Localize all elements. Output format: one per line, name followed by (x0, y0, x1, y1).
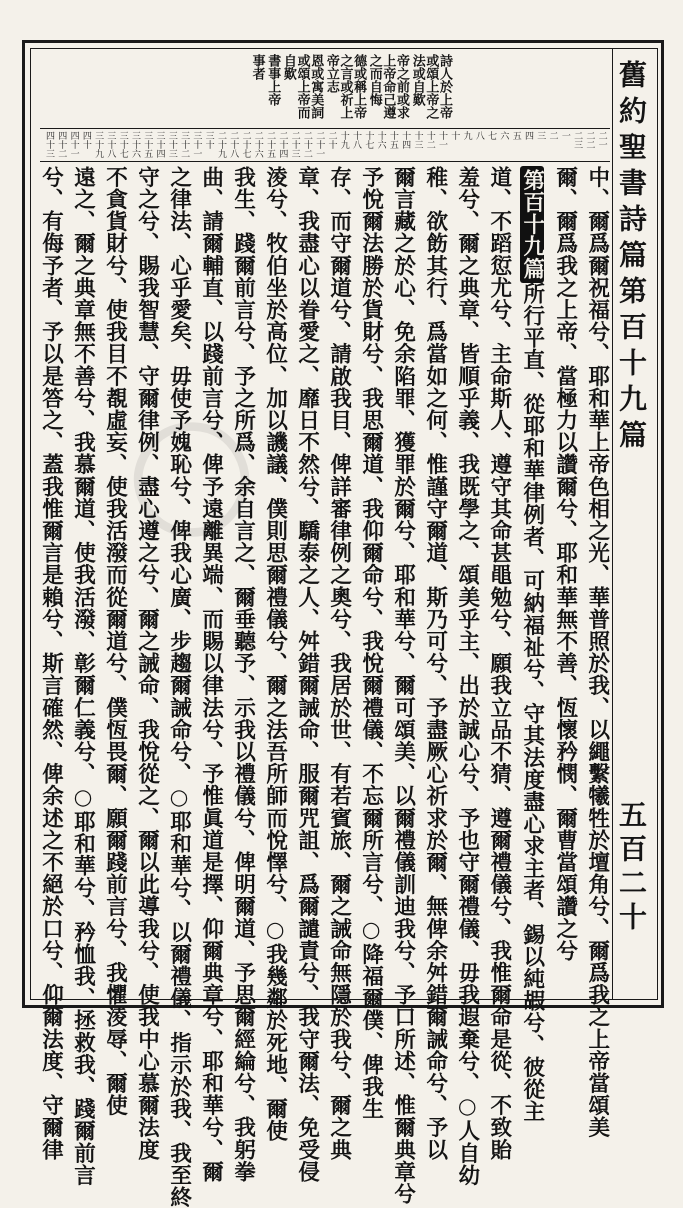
verse-number: 八 (473, 131, 484, 140)
verse-number: 三十二 (179, 131, 190, 158)
verse-number: 二十一 (314, 131, 325, 158)
text-column: 曲、請爾輔直、以踐前言兮、俾予遠離異端、而賜以律法兮、予惟眞道是擇、仰爾典章兮、耶和華兮、爾 (198, 166, 224, 1183)
page-number: 五百二十 (615, 800, 648, 936)
section-mark: 第百十九篇 (520, 166, 544, 283)
verse-number: 二十八 (228, 131, 239, 158)
summary-line: 帝之前或求上帝命己遵之而自悔 (366, 54, 410, 119)
verse-number: 三十五 (142, 131, 153, 158)
verse-number: 四十 (80, 131, 91, 149)
verse-number: 十八 (351, 131, 362, 149)
verse-number: 二十三 (289, 131, 300, 158)
verse-number: 十六 (375, 131, 386, 149)
verse-number: 三十一 (191, 131, 202, 158)
text-column: 不貪貨財兮、使我目不覩虛妄、使我活潑而從爾道兮、僕恆畏爾、願爾踐前言兮、我懼淩辱、爾使 (102, 166, 128, 1117)
verse-number-strip (40, 128, 610, 162)
text-column: 中、爾爲爾祝福兮、耶和華上帝色相之光、華普照於我、以繩繫犧牲於壇角兮、爾爲我之上帝當頌美 (584, 166, 610, 1139)
summary-line: 詩人於上帝或頌上帝之法或自歎 (409, 54, 452, 119)
verse-number: 十九 (338, 131, 349, 149)
verse-number: 四十三 (44, 131, 54, 158)
book-title: 舊約聖書詩篇第百十九篇 (615, 60, 648, 456)
text-column: 章、我盡心以眷愛之、靡日不然兮、驕泰之人、舛錯爾誡命、服爾咒詛、爲爾譴責兮、我守爾法、免受侵 (294, 166, 320, 1183)
summary-line: 恩或寓美詞或頌上帝而自歎 (280, 54, 324, 119)
verse-number: 三十六 (129, 131, 140, 158)
text-column: 道、不蹈愆尤兮、主命斯人、遵守其命甚黽勉兮、願我立品不猜、遵爾禮儀兮、我惟爾命是從、不致貽 (486, 166, 512, 1161)
verse-number: 十二 (424, 131, 435, 149)
verse-number: 二二 (584, 131, 595, 149)
verse-number: 三十八 (105, 131, 116, 158)
summary-line: 事者 (249, 54, 265, 80)
verse-number: 四 (522, 131, 533, 140)
verse-number: 二三 (572, 131, 583, 149)
verse-number: 一 (559, 131, 570, 140)
text-column: 守之兮、賜我智慧、守爾律例、盡心遵之兮、爾之誡命、我悅從之、爾以此導我兮、使我中心慕爾法度 (134, 166, 160, 1161)
verse-number: 二十四 (277, 131, 288, 158)
verse-number: 三十九 (93, 131, 104, 158)
verse-number: 十五 (387, 131, 398, 149)
verse-number: 七 (486, 131, 497, 140)
verse-number: 二一 (596, 131, 607, 149)
text-column: 爾言藏之於心、免余陷罪、獲罪於爾兮、耶和華兮、爾可頌美、以爾禮儀訓迪我兮、予口所述、惟爾典章兮 (390, 166, 416, 1205)
verse-number: 十一 (437, 131, 447, 149)
watermark-stamp: ○ (86, 359, 285, 577)
verse-number: 二十七 (240, 131, 251, 158)
chapter-summary (250, 54, 451, 126)
verse-number: 十 (449, 131, 460, 140)
scripture-text-block (38, 166, 610, 1208)
verse-number: 四十二 (56, 131, 67, 158)
summary-line: 德或稱上帝之言或祈上帝立志 (323, 54, 367, 119)
text-column: 爾、爾爲我之上帝、當極力以讚爾兮、耶和華無不善、恆懷矜憫、爾曹當頌讚之兮 (552, 166, 578, 962)
text-column: 我生、踐爾前言兮、予之所爲、余自言之、爾垂聽予、示我以禮儀兮、俾明爾道、予思爾經綸兮、我躬拳 (230, 166, 256, 1183)
text-column: 淩兮、牧伯坐於高位、加以譏議、僕則思爾禮儀兮、爾之法吾所師而悅懌兮、○我幾鄰於死地、爾使 (262, 166, 288, 1142)
verse-number: 三十三 (166, 131, 177, 158)
text-column: 兮、有侮予者、予以是答之、蓋我惟爾言是賴兮、斯言確然、俾余述之不絕於口兮、仰爾法度、守爾律 (38, 166, 64, 1161)
summary-line: 書事上帝 (265, 54, 281, 106)
verse-number: 十三 (412, 131, 423, 149)
verse-number: 四十一 (68, 131, 79, 158)
text-column: 羞兮、爾之典章、皆順乎義、我既學之、頌美乎主、出於誠心兮、予也守爾禮儀、毋我遐棄兮、○人自幼 (454, 166, 480, 1187)
verse-number: 五 (510, 131, 521, 140)
verse-number: 六 (498, 131, 509, 140)
verse-number: 十四 (400, 131, 411, 149)
text-column: 存、而守爾道兮、請啟我目、俾詳審律例之奧兮、我居於世、有若賓旅、爾之誡命無隱於我兮、爾之典 (326, 166, 352, 1161)
verse-number: 三十四 (154, 131, 165, 158)
text-column: 所行平直、從耶和華律例者、可納福祉兮、守其法度盡心求主者、錫以純嘏兮、彼從主 (519, 282, 545, 1123)
verse-number: 二十 (326, 131, 337, 149)
text-column: 遠之、爾之典章無不善兮、我慕爾道、使我活潑、彰爾仁義兮、○耶和華兮、矜恤我、拯救我、踐爾前言 (70, 166, 96, 1187)
verse-number: 二十五 (265, 131, 276, 158)
verse-number: 三 (535, 131, 546, 140)
verse-number: 二十九 (215, 131, 226, 158)
verse-number: 二 (547, 131, 558, 140)
text-column: 之律法、心乎愛矣、毋使予媿恥兮、俾我心廣、步趨爾誡命兮、○耶和華兮、以爾禮儀、指示於我、我至終 (166, 166, 192, 1208)
verse-number: 三十七 (117, 131, 128, 158)
verse-number: 二十二 (301, 131, 312, 158)
verse-number: 十七 (363, 131, 374, 149)
verse-number: 二十六 (252, 131, 263, 158)
text-column: 稚、欲飭其行、爲當如之何、惟謹守爾道、斯乃可兮、予盡厥心祈求於爾、無俾余舛錯爾誡命兮、予以 (422, 166, 448, 1161)
verse-number: 九 (461, 131, 472, 140)
text-column-with-section-mark (519, 166, 545, 1123)
verse-number: 三十 (203, 131, 214, 149)
text-column: 予悅爾法勝於貨財兮、我思爾道、我仰爾命兮、我悅爾禮儀、不忘爾所言兮、○降福爾僕、俾我生 (358, 166, 384, 1120)
